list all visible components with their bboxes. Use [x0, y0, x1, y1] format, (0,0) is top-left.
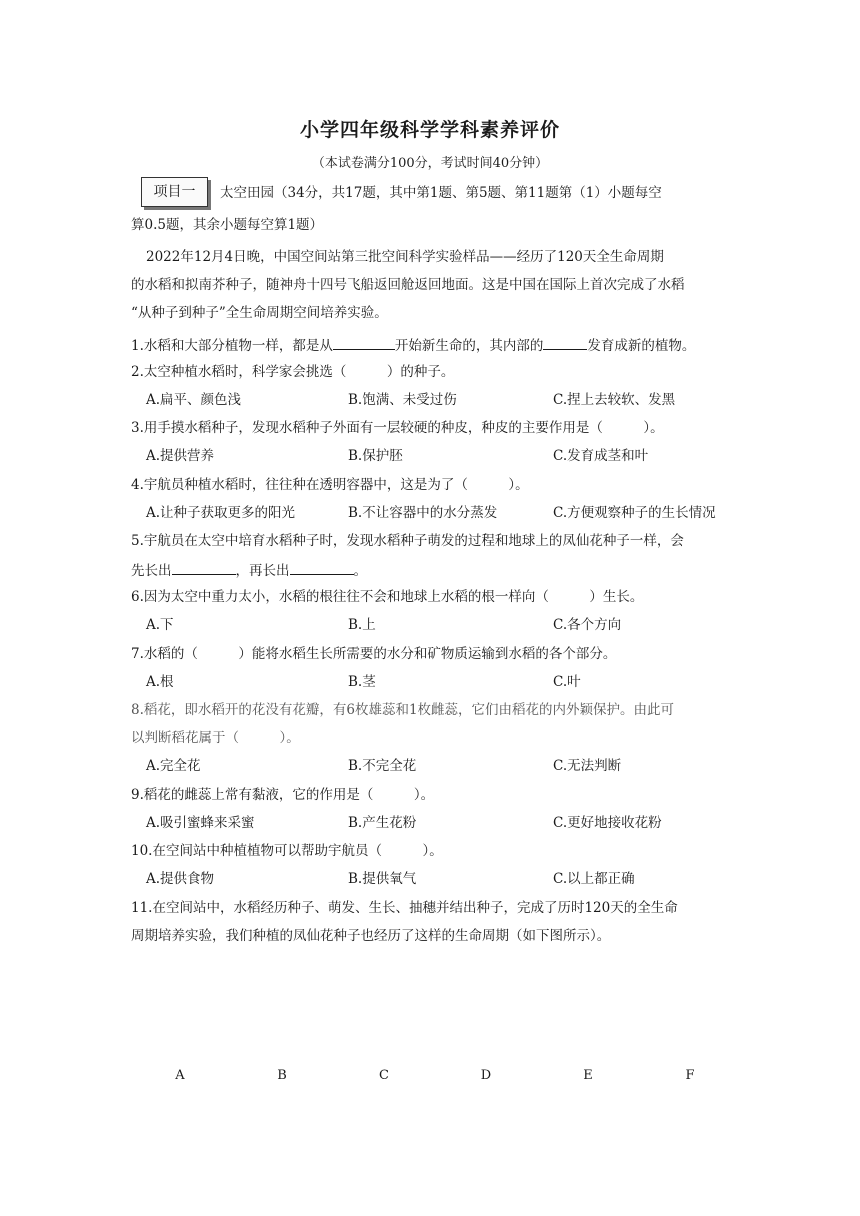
- question-5-part-b: ，再长出: [235, 563, 290, 579]
- question-2-option-c[interactable]: C.捏上去较软、发黑: [553, 392, 676, 408]
- question-6-option-c[interactable]: C.各个方向: [553, 617, 622, 633]
- question-7-option-b[interactable]: B.茎: [348, 674, 376, 690]
- figure-label-b: B: [277, 1068, 287, 1083]
- question-1-part-b: 开始新生命的，其内部的: [394, 338, 544, 354]
- question-4-option-b[interactable]: B.不让容器中的水分蒸发: [348, 505, 498, 521]
- project-description-line-2: 算0.5题，其余小题每空算1题）: [131, 217, 324, 233]
- question-4-option-a[interactable]: A.让种子获取更多的阳光: [146, 505, 296, 521]
- question-10-option-c[interactable]: C.以上都正确: [553, 871, 635, 887]
- question-2-option-b[interactable]: B.饱满、未受过伤: [348, 392, 457, 408]
- figure-label-f: F: [685, 1068, 695, 1083]
- question-6-option-b[interactable]: B.上: [348, 617, 376, 633]
- question-5-line-1: 5.宇航员在太空中培育水稻种子时，发现水稻种子萌发的过程和地球上的凤仙花种子一样，会: [131, 533, 684, 549]
- figure-label-c: C: [379, 1068, 389, 1083]
- figure-label-e: E: [583, 1068, 593, 1083]
- question-1-part-c: 发育成新的植物。: [587, 338, 696, 354]
- figure-label-a: A: [175, 1068, 185, 1083]
- answer-blank[interactable]: [290, 559, 354, 575]
- intro-line-3: “从种子到种子”全生命周期空间培养实验。: [131, 305, 388, 321]
- question-1: [131, 334, 751, 356]
- question-1-part-a: 1.水稻和大部分植物一样，都是从: [131, 338, 333, 354]
- question-3-option-b[interactable]: B.保护胚: [348, 448, 403, 464]
- question-5-part-c: 。: [353, 563, 367, 579]
- question-11-line-1: 11.在空间站中，水稻经历种子、萌发、生长、抽穗并结出种子，完成了历时120天的全生命: [131, 900, 678, 916]
- question-5-line-2: [131, 559, 751, 581]
- question-3-option-c[interactable]: C.发育成茎和叶: [553, 448, 649, 464]
- question-7-option-c[interactable]: C.叶: [553, 674, 581, 690]
- question-8-option-b[interactable]: B.不完全花: [348, 758, 417, 774]
- intro-line-1: 2022年12月4日晚，中国空间站第三批空间科学实验样品——经历了120天全生命周期: [146, 249, 664, 265]
- question-6-stem: 6.因为太空中重力太小，水稻的根往往不会和地球上水稻的根一样向（ ）生长。: [131, 589, 644, 605]
- question-4-stem: 4.宇航员种植水稻时，往往种在透明容器中，这是为了（ ）。: [131, 477, 529, 493]
- question-10-option-b[interactable]: B.提供氧气: [348, 871, 417, 887]
- question-8-line-1: 8.稻花，即水稻开的花没有花瓣，有6枚雄蕊和1枚雌蕊，它们由稻花的内外颖保护。由此可: [131, 702, 675, 718]
- question-7-stem: 7.水稻的（ ）能将水稻生长所需要的水分和矿物质运输到水稻的各个部分。: [131, 646, 617, 662]
- question-9-option-b[interactable]: B.产生花粉: [348, 815, 417, 831]
- question-2-stem: 2.太空种植水稻时，科学家会挑选（ ）的种子。: [131, 364, 455, 380]
- answer-blank[interactable]: [172, 559, 236, 575]
- question-11-line-2: 周期培养实验，我们种植的凤仙花种子也经历了这样的生命周期（如下图所示）。: [131, 928, 611, 944]
- answer-blank[interactable]: [333, 334, 395, 350]
- question-4-option-c[interactable]: C.方便观察种子的生长情况: [553, 505, 716, 521]
- question-5-part-a: 先长出: [131, 563, 172, 579]
- page-title: 小学四年级科学学科素养评价: [299, 119, 560, 141]
- question-3-stem: 3.用手摸水稻种子，发现水稻种子外面有一层较硬的种皮，种皮的主要作用是（ ）。: [131, 420, 664, 436]
- question-8-option-a[interactable]: A.完全花: [146, 758, 201, 774]
- question-6-option-a[interactable]: A.下: [146, 617, 174, 633]
- question-10-option-a[interactable]: A.提供食物: [146, 871, 215, 887]
- question-10-stem: 10.在空间站中种植植物可以帮助宇航员（ ）。: [131, 843, 443, 859]
- answer-blank[interactable]: [543, 334, 587, 350]
- question-3-option-a[interactable]: A.提供营养: [146, 448, 215, 464]
- question-9-option-a[interactable]: A.吸引蜜蜂来采蜜: [146, 815, 255, 831]
- figure-label-d: D: [480, 1068, 492, 1083]
- project-description-line-1: 太空田园（34分，共17题，其中第1题、第5题、第11题第（1）小题每空: [220, 185, 662, 201]
- project-label-box: 项目一: [141, 177, 208, 207]
- question-8-line-2: 以判断稻花属于（ ）。: [131, 730, 300, 746]
- question-9-option-c[interactable]: C.更好地接收花粉: [553, 815, 662, 831]
- question-7-option-a[interactable]: A.根: [146, 674, 174, 690]
- question-2-option-a[interactable]: A.扁平、颜色浅: [146, 392, 242, 408]
- question-9-stem: 9.稻花的雌蕊上常有黏液，它的作用是（ ）。: [131, 787, 435, 803]
- question-8-option-c[interactable]: C.无法判断: [553, 758, 622, 774]
- intro-line-2: 的水稻和拟南芥种子，随神舟十四号飞船返回舱返回地面。这是中国在国际上首次完成了水稻: [131, 277, 685, 293]
- page-subtitle: （本试卷满分100分，考试时间40分钟）: [311, 156, 549, 171]
